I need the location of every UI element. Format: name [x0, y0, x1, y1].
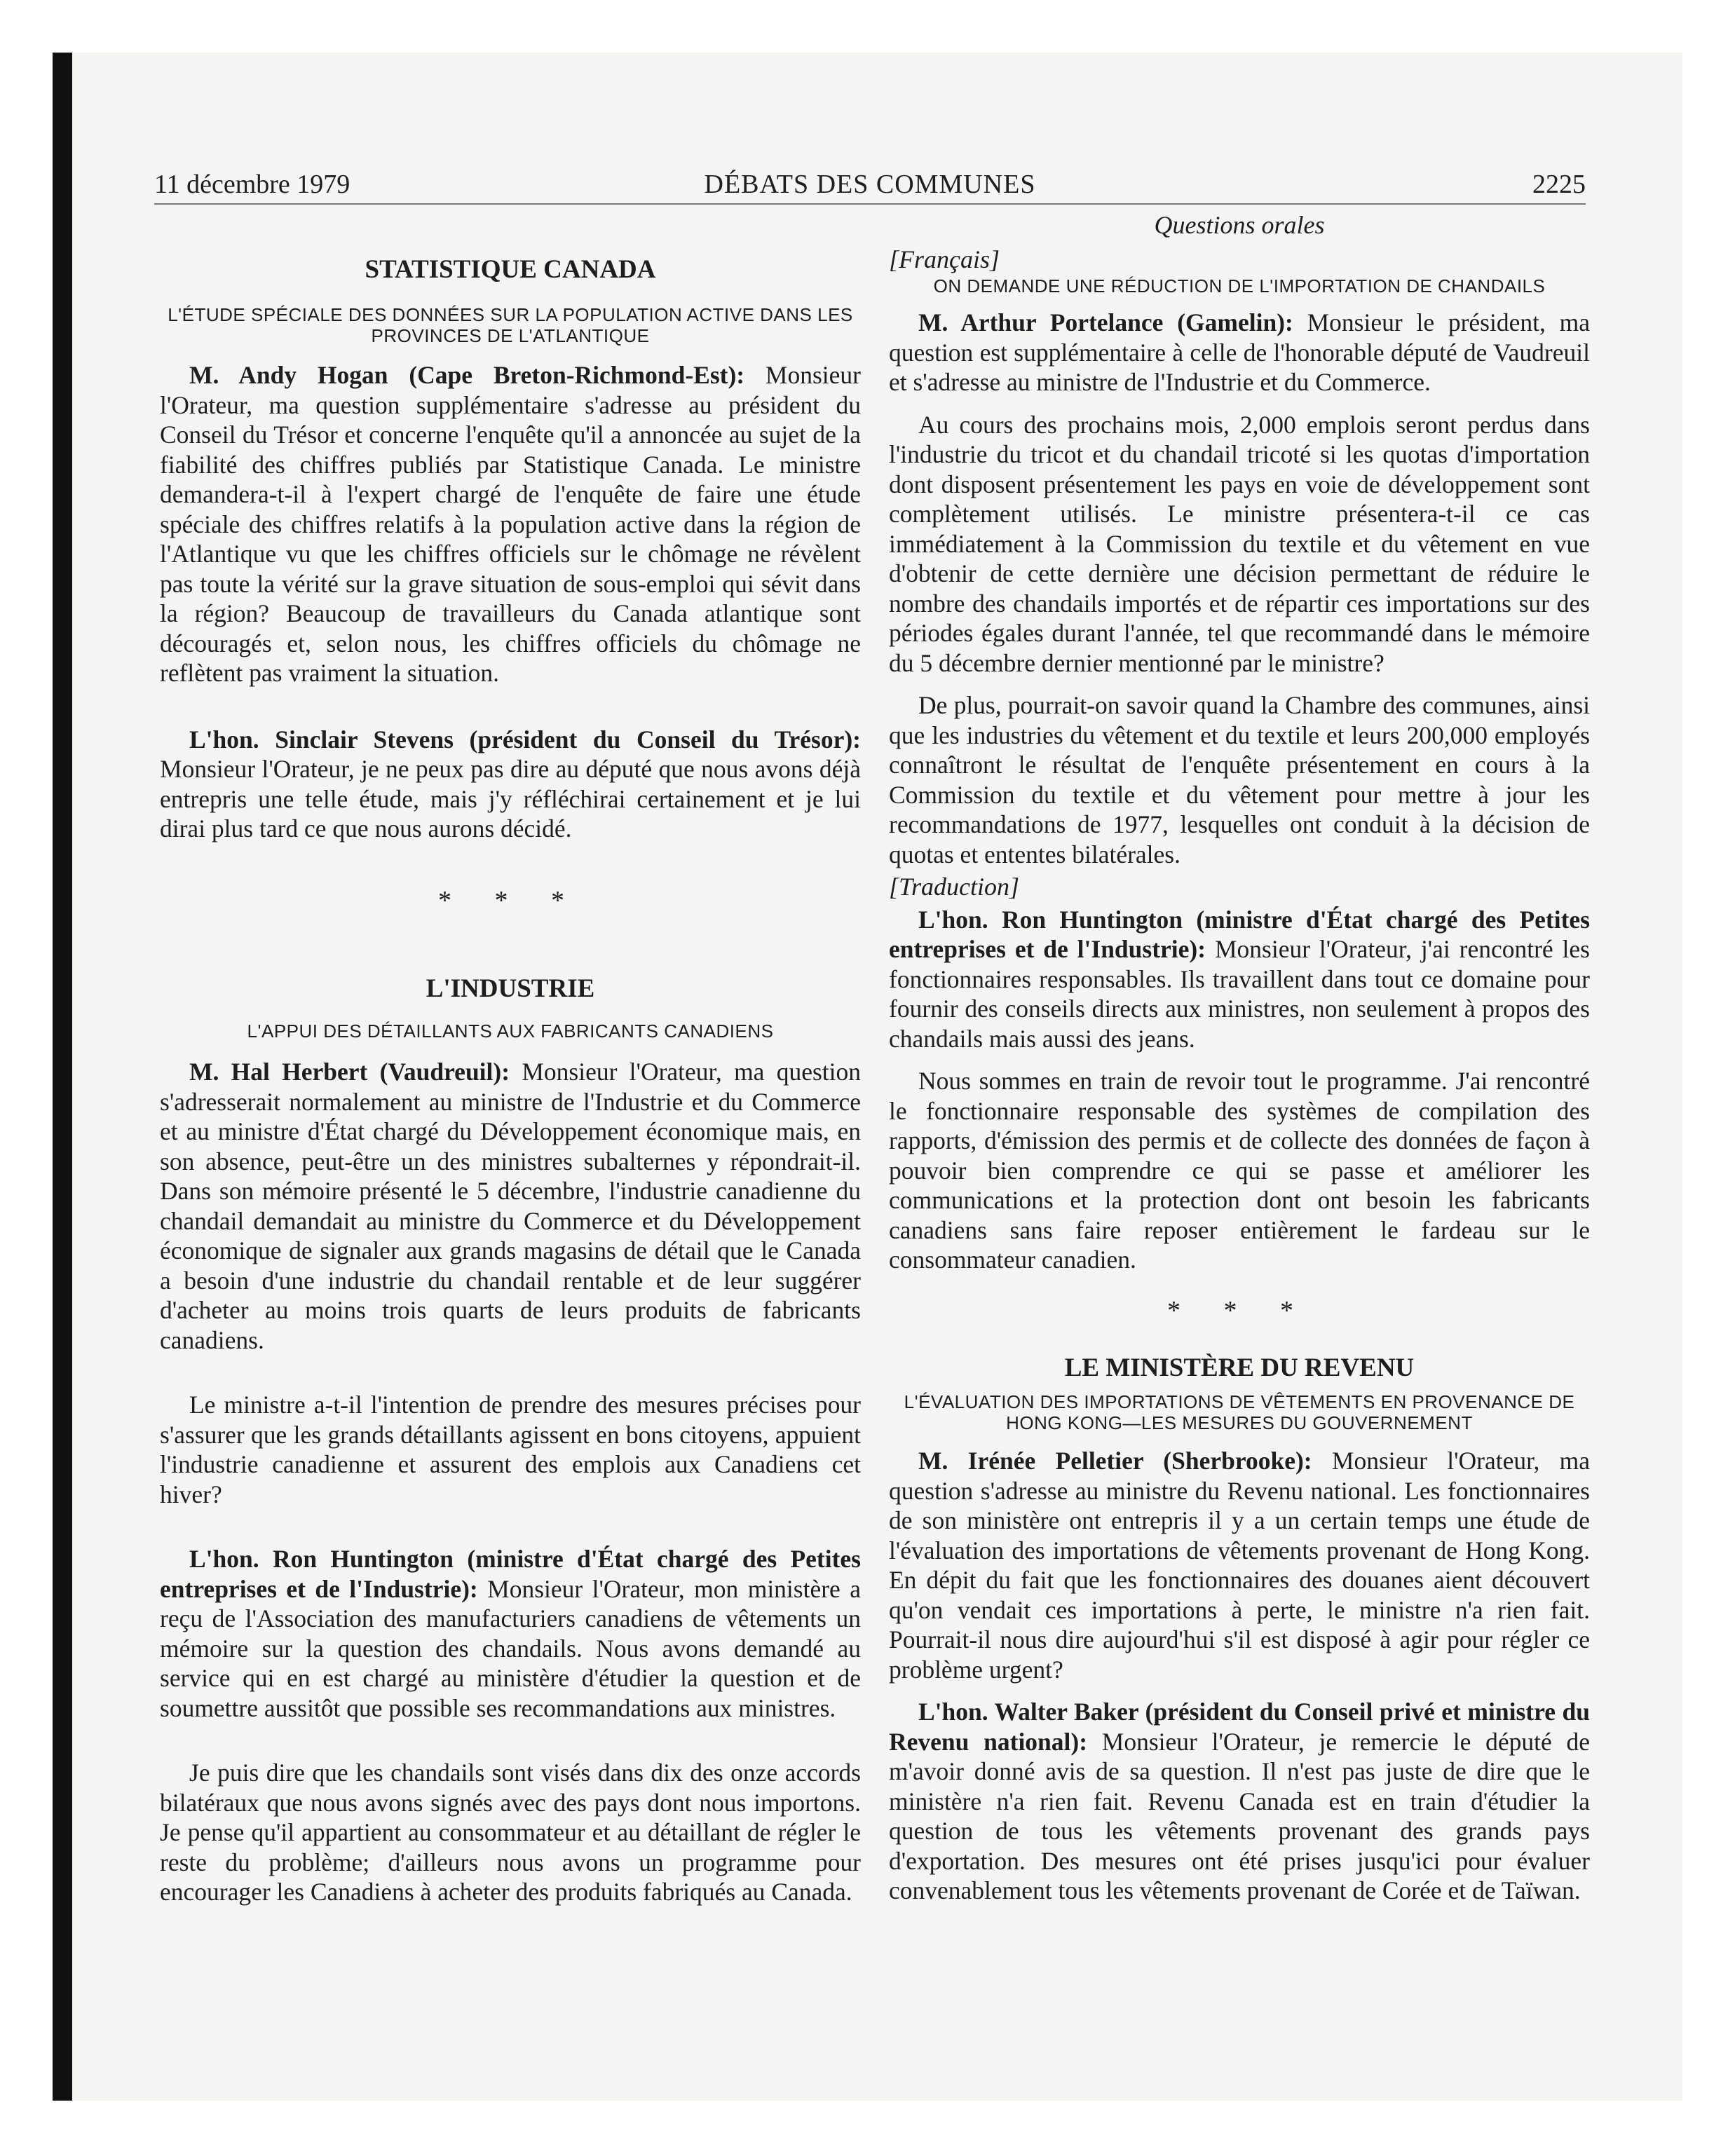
text-portelance: Monsieur le président, ma question est supplémentaire à celle de l'honorable député de Vaudreuil et s'adresse au ministre de l'Industrie et du Commerce.	[889, 308, 1591, 396]
paragraph-huntington-2: Je puis dire que les chandails sont visés dans dix des onze accords bilatéraux que nous avons signés avec des pays dont nous importons. Je pense qu'il appartient au consommateur et au détaillant de régler le reste du problème; d'ailleurs nous avons un programme pour encourager les Canadiens à acheter des produits fabriqués au Canada.	[160, 1759, 861, 1906]
text-pelletier: Monsieur l'Orateur, ma question s'adresse au ministre du Revenu national. Les fonctionnaires de son ministère ont entrepris il y a un certain temps une étude de l'évaluation des importations de vêtements provenant de Hong Kong. En dépit du fait que les fonctionnaires des douanes aient découvert qu'on vendait ces importations à perte, le ministre n'a rien fait. Pourrait-il nous dire aujourd'hui s'il est disposé à agir pour régler ce problème urgent?	[889, 1447, 1590, 1684]
section-title-questions-orales: Questions orales	[1154, 211, 1325, 239]
paragraph-huntington-1	[160, 1544, 861, 1723]
speaker-portelance: M. Arthur Portelance (Gamelin):	[918, 308, 1293, 336]
section-subheading-detaillants: L'APPUI DES DÉTAILLANTS AUX FABRICANTS CANADIENS	[247, 1021, 774, 1042]
paragraph-portelance-2: Au cours des prochains mois, 2,000 emplois seront perdus dans l'industrie du tricot et du chandail tricoté si les quotas d'importation dont disposent présentement les pays en voie de développement sont complètement utilisés. Le ministre présentera-t-il ce cas immédiatement à la Commission du textile et du vêtement en vue d'obtenir de cette dernière une décision permettant de réduire le nombre des chandails importés et de répartir ces importations sur des périodes égales durant l'année, tel que recommandé dans le mémoire du 5 décembre dernier mentionné par le ministre?	[889, 410, 1590, 677]
section-separator: * * *	[438, 885, 583, 915]
speaker-stevens: L'hon. Sinclair Stevens (président du Conseil du Trésor):	[189, 725, 861, 753]
paragraph-portelance	[889, 308, 1590, 397]
section-heading-industrie: L'INDUSTRIE	[426, 974, 595, 1003]
paragraph-stevens	[160, 725, 861, 844]
language-marker-francais: [Français]	[889, 245, 1000, 273]
header-title: DÉBATS DES COMMUNES	[704, 170, 1036, 199]
paragraph-portelance-3: De plus, pourrait-on savoir quand la Chambre des communes, ainsi que les industries du vêtement et du textile et leurs 200,000 employés connaîtront le résultat de l'enquête présentement en cours à la Commission du textile et du vêtement pour mettre à jour les recommandations de 1977, lesquelles ont conduit à la décision de quotas et ententes bilatérales.	[889, 691, 1590, 868]
header-page-number: 2225	[1532, 170, 1586, 199]
speaker-hogan: M. Andy Hogan (Cape Breton-Richmond-Est):	[189, 361, 745, 389]
section-heading-revenu: LE MINISTÈRE DU REVENU	[1064, 1353, 1415, 1382]
running-header	[154, 167, 1586, 202]
speaker-huntington-1: L'hon. Ron Huntington (ministre d'État chargé des Petites entreprises et de l'Industrie):	[160, 1545, 861, 1603]
speaker-baker: L'hon. Walter Baker (président du Conseil privé et ministre du Revenu national):	[889, 1698, 1590, 1756]
text-hogan: Monsieur l'Orateur, ma question supplémentaire s'adresse au président du Conseil du Trésor et concerne l'enquête qu'il a annoncée au sujet de la fiabilité des chiffres publiés par Statistique Canada. Le ministre demandera-t-il à l'expert chargé de l'enquête de faire une étude spéciale des chiffres relatifs à la population active dans la région de l'Atlantique vu que les chiffres officiels sur le chômage ne révèlent pas toute la vérité sur la grave situation de sous-emploi qui sévit dans la région? Beaucoup de travailleurs du Canada atlantique sont découragés et, selon nous, les chiffres officiels du chômage ne reflètent pas vraiment la situation.	[160, 361, 862, 687]
section-subheading-hong-kong: L'ÉVALUATION DES IMPORTATIONS DE VÊTEMENTS EN PROVENANCE DE HONG KONG—LES MESURES DU GOUVERNEMENT	[904, 1391, 1575, 1433]
speaker-pelletier: M. Irénée Pelletier (Sherbrooke):	[918, 1447, 1312, 1475]
header-rule	[154, 203, 1586, 205]
speaker-herbert: M. Hal Herbert (Vaudreuil):	[189, 1058, 510, 1086]
speaker-huntington-2: L'hon. Ron Huntington (ministre d'État chargé des Petites entreprises et de l'Industrie):	[889, 905, 1590, 963]
right-column	[889, 210, 1590, 1906]
paragraph-hogan	[160, 360, 861, 688]
paragraph-pelletier	[889, 1446, 1590, 1684]
language-marker-traduction: [Traduction]	[889, 873, 1020, 901]
text-huntington-3: Monsieur l'Orateur, j'ai rencontré les fonctionnaires responsables. Ils travaillent dans tout ce domaine pour fournir des conseils directs aux ministres, non seulement à propos des chandails mais aussi des jeans.	[889, 935, 1590, 1053]
text-huntington-1: Monsieur l'Orateur, mon ministère a reçu de l'Association des manufacturiers canadiens de vêtements un mémoire sur la question des chandails. Nous avons demandé au service qui en est chargé au ministère d'étudier la question et de soumettre aussitôt que possible ses recommandations aux ministres.	[160, 1574, 861, 1722]
paragraph-baker	[889, 1697, 1590, 1906]
binding-edge	[53, 53, 72, 2101]
text-stevens: Monsieur l'Orateur, je ne peux pas dire au député que nous avons déjà entrepris une telle étude, mais j'y réfléchirai certainement et je lui dirai plus tard ce que nous aurons décidé.	[160, 755, 861, 842]
paragraph-herbert	[160, 1057, 861, 1355]
paragraph-huntington-3	[889, 905, 1590, 1054]
section-separator-right: * * *	[1167, 1295, 1312, 1325]
text-herbert: Monsieur l'Orateur, ma question s'adresserait normalement au ministre de l'Industrie et du Commerce et au ministre d'État chargé du Développement économique mais, en son absence, peut-être un des ministres subalternes y répondrait-il. Dans son mémoire présenté le 5 décembre, l'industrie canadienne du chandail demandait au ministre du Commerce et du Développement économique de signaler aux grands magasins de détail que le Canada a besoin d'une industrie du chandail rentable et de leur suggérer d'acheter au moins trois quarts de leurs produits de fabricants canadiens.	[160, 1058, 862, 1354]
paragraph-huntington-4: Nous sommes en train de revoir tout le programme. J'ai rencontré le fonctionnaire responsable des systèmes de compilation des rapports, d'émission des permis et de collecte des données de façon à pouvoir bien comprendre ce qui se passe et améliorer les communications et la protection dont ont besoin les fabricants canadiens sans faire reposer entièrement le fardeau sur le consommateur canadien.	[889, 1067, 1590, 1274]
paragraph-herbert-question: Le ministre a-t-il l'intention de prendre des mesures précises pour s'assurer que les grands détaillants agissent en bons citoyens, appuient l'industrie canadienne et assurent des emplois aux Canadiens cet hiver?	[160, 1391, 861, 1508]
left-column	[160, 210, 861, 1907]
section-subheading-population-active: L'ÉTUDE SPÉCIALE DES DONNÉES SUR LA POPULATION ACTIVE DANS LES PROVINCES DE L'ATLANTIQUE	[168, 304, 853, 346]
section-heading-statistique: STATISTIQUE CANADA	[365, 255, 656, 284]
header-date: 11 décembre 1979	[154, 170, 351, 199]
text-baker: Monsieur l'Orateur, je remercie le député de m'avoir donné avis de sa question. Il n'est pas juste de dire que le ministère n'a rien fait. Revenu Canada est en train d'étudier la question de tous les vêtements provenant des grands pays d'exportation. Des mesures ont été prises jusqu'ici pour évaluer convenablement tous les vêtements provenant de Corée et de Taïwan.	[889, 1727, 1590, 1904]
section-subheading-chandails: ON DEMANDE UNE RÉDUCTION DE L'IMPORTATION DE CHANDAILS	[933, 275, 1546, 296]
